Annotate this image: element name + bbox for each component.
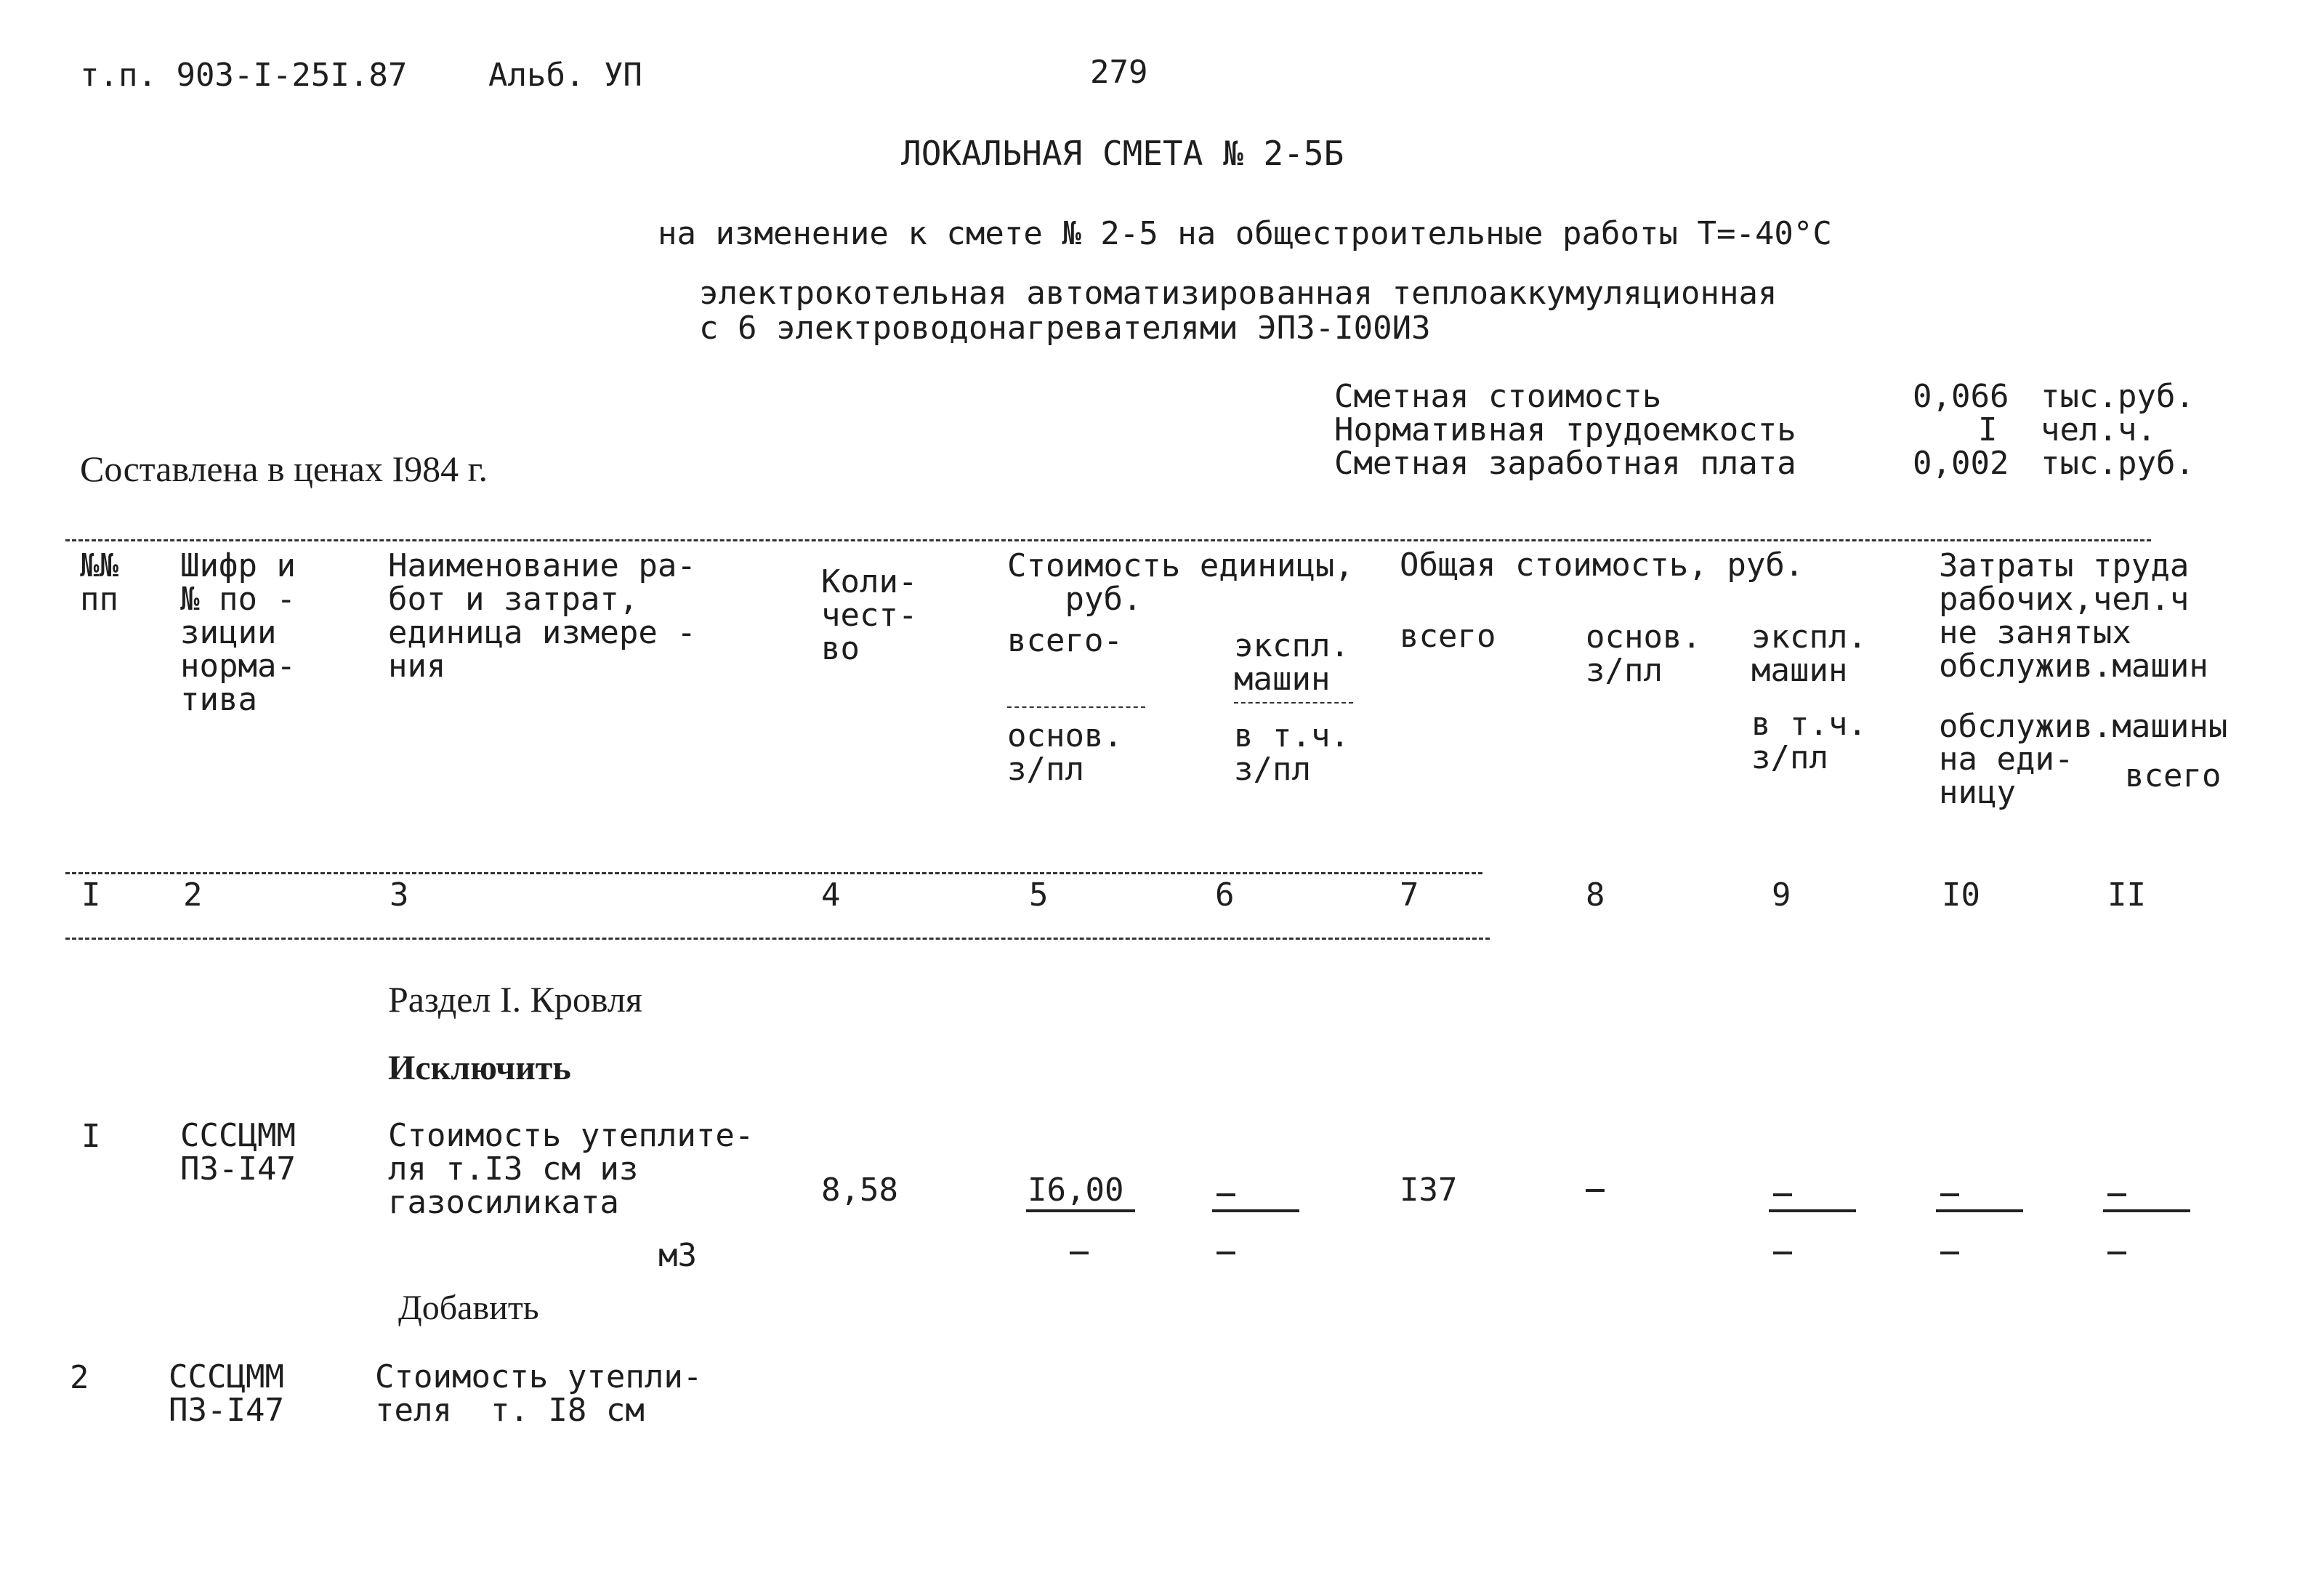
row-1-labor-unit-underline (1936, 1209, 2023, 1212)
row-1-mach-wage (1216, 1252, 1235, 1254)
object-line-1: электрокотельная автоматизированная теплоаккумуляционная (699, 275, 1778, 312)
unit-total-divider (1007, 706, 1145, 708)
col-header-total-cost: Общая стоимость, руб. (1400, 547, 1804, 584)
section-exclude: Исключить (388, 1049, 571, 1087)
unit-mach-divider (1234, 702, 1353, 704)
summary-value-wage: 0,002 (1913, 445, 2009, 482)
summary-value-cost: 0,066 (1913, 378, 2009, 415)
col-header-labor-all: всего (2125, 757, 2222, 794)
summary-label-wage: Сметная заработная плата (1334, 445, 1796, 482)
prices-note: Составлена в ценах I984 г. (80, 448, 488, 489)
col-number-10: I0 (1942, 876, 1980, 914)
row-1-base-wage (1070, 1252, 1089, 1254)
col-header-total-base: основ. з/пл (1586, 618, 1701, 689)
album-ref: Альб. УП (488, 57, 642, 94)
col-header-unit-mach-wage: в т.ч. з/пл (1234, 717, 1349, 788)
summary-label-cost: Сметная стоимость (1334, 378, 1662, 415)
col-header-labor-not: Затраты труда рабочих,чел.ч не занятых обслужив.машин (1939, 547, 2208, 685)
summary-unit-cost: тыс.руб. (2041, 378, 2195, 415)
row-1-labor-all-underline (2103, 1209, 2190, 1212)
document-ref: т.п. 903-I-25I.87 (80, 57, 408, 94)
col-header-unit-total: всего- (1007, 622, 1123, 659)
header-bottom-border (65, 872, 1482, 874)
row-1-name: Стоимость утеплите- ля т.I3 см из газосиликата (388, 1117, 754, 1221)
col-number-5: 5 (1029, 876, 1049, 914)
col-header-num: №№ пп (80, 547, 118, 618)
row-1-total-all: I37 (1400, 1172, 1458, 1209)
col-number-7: 7 (1400, 876, 1419, 914)
col-header-unit-cost: Стоимость единицы, руб. (1007, 547, 1354, 618)
col-header-total-mach: экспл. машин (1751, 618, 1867, 689)
col-header-labor-serv: обслужив.машины (1939, 708, 2228, 745)
row-1-unit-mach (1216, 1193, 1235, 1196)
row-1-unit-total: I6,00 (1028, 1172, 1124, 1209)
row-1-qty: 8,58 (821, 1172, 898, 1209)
col-header-code: Шифр и № по - зиции норма- тива (180, 547, 296, 718)
row-1-unit-mach-underline (1212, 1209, 1299, 1212)
row-2-name: Стоимость утепли- теля т. I8 см (375, 1358, 703, 1429)
row-1-total-mach-wage (1773, 1252, 1792, 1254)
summary-unit-labor: чел.ч. (2041, 411, 2156, 448)
section-title: Раздел I. Кровля (388, 979, 642, 1020)
col-header-per-unit: на еди- ницу (1939, 741, 2074, 811)
row-2-code: СССЦММ ПЗ-I47 (169, 1358, 284, 1429)
numbers-bottom-border (65, 938, 1490, 940)
summary-unit-wage: тыс.руб. (2041, 445, 2195, 482)
col-number-1: I (81, 876, 101, 914)
estimate-subtitle: на изменение к смете № 2-5 на общестроительные работы Т=-40°С (658, 215, 1832, 252)
row-1-num: I (81, 1118, 101, 1155)
row-1-total-mach (1773, 1193, 1792, 1196)
col-number-11: II (2107, 876, 2146, 914)
row-1-total-mach-underline (1769, 1209, 1856, 1212)
col-header-name: Наименование ра- бот и затрат, единица измере - ния (388, 547, 696, 685)
col-number-2: 2 (183, 876, 203, 914)
col-header-unit-base: основ. з/пл (1007, 717, 1123, 788)
row-1-labor-unit-2 (1940, 1252, 1959, 1254)
row-1-unit-total-underline (1026, 1209, 1135, 1212)
object-line-2: с 6 электроводонагревателями ЭПЗ-I00ИЗ (699, 310, 1431, 347)
col-number-3: 3 (390, 876, 409, 914)
row-1-labor-all-2 (2107, 1252, 2126, 1254)
page-number: 279 (1090, 54, 1148, 91)
row-1-code: СССЦММ ПЗ-I47 (180, 1117, 296, 1188)
col-number-8: 8 (1586, 876, 1605, 914)
section-add: Добавить (398, 1289, 539, 1327)
row-1-unit: м3 (658, 1237, 697, 1274)
col-number-6: 6 (1215, 876, 1235, 914)
col-header-unit-mach: экспл. машин (1234, 627, 1349, 698)
col-header-qty: Коли- чест- во (821, 563, 918, 667)
col-header-total-all: всего (1400, 618, 1496, 655)
row-2-num: 2 (70, 1359, 89, 1396)
col-number-4: 4 (821, 876, 841, 914)
estimate-title: ЛОКАЛЬНАЯ СМЕТА № 2-5Б (901, 134, 1344, 173)
row-1-labor-all (2107, 1193, 2126, 1196)
col-header-total-mach-wage: в т.ч. з/пл (1751, 706, 1867, 776)
row-1-total-base (1586, 1189, 1605, 1192)
summary-value-labor: I (1978, 411, 1998, 448)
table-top-border (65, 539, 2151, 541)
col-number-9: 9 (1772, 876, 1791, 914)
summary-label-labor: Нормативная трудоемкость (1334, 411, 1796, 448)
row-1-labor-unit (1940, 1193, 1959, 1196)
